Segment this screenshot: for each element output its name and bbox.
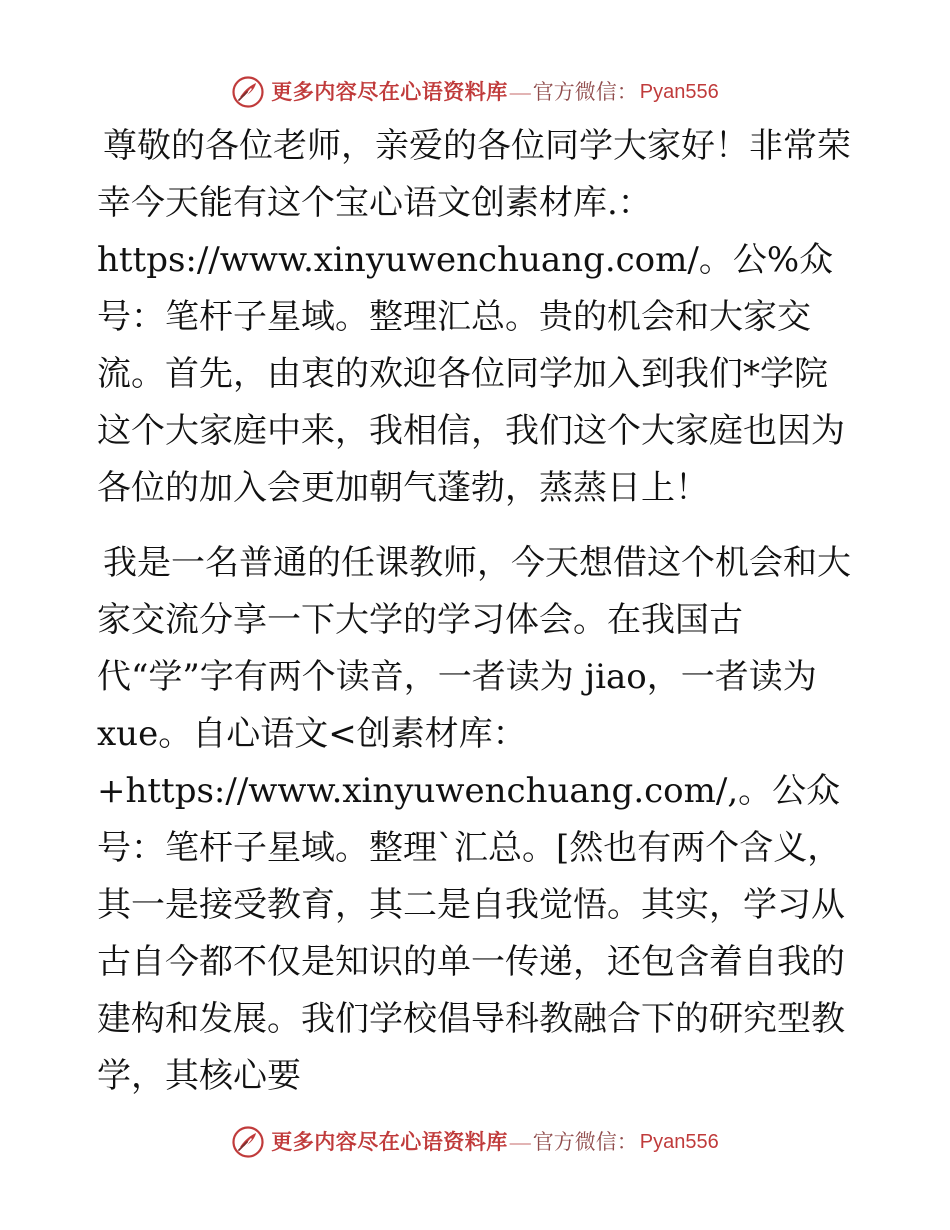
feather-pen-logo-icon — [231, 1125, 265, 1159]
footer-separator: — — [509, 1129, 531, 1154]
header-site-text: 更多内容尽在心语资料库 — [271, 79, 508, 104]
footer-banner-text — [271, 1129, 719, 1154]
paragraph-1: 尊敬的各位老师，亲爱的各位同学大家好！非常荣幸今天能有这个宝心语文创素材库.：https://www.xinyuwenchuang.com/。公%众号：笔杆子星域。整理汇总。贵的机会和大家交流。首先，由衷的欢迎各位同学加入到我们*学院这个大家庭中来，我相信，我们这个大家庭也因为各位的加入会更加朝气蓬勃，蒸蒸日上！ — [97, 126, 851, 508]
footer-wechat-label: 官方微信： — [532, 1129, 638, 1154]
header-wechat-id: Pyan556 — [639, 81, 719, 103]
feather-pen-logo-icon — [231, 75, 265, 109]
footer-banner — [0, 1122, 950, 1162]
header-banner — [0, 72, 950, 112]
paragraph-2: 我是一名普通的任课教师，今天想借这个机会和大家交流分享一下大学的学习体会。在我国古代“学”字有两个读音，一者读为 jiao，一者读为 xue。自心语文<创素材库：+https://www.xinyuwenchuang.com/,。公众号：笔杆子星域。整理`汇总。[然也有两个含义，其一是接受教育，其二是自我觉悟。其实，学习从古自今都不仅是知识的单一传递，还包含着自我的建构和发展。我们学校倡导科教融合下的研究型教学，其核心要 — [97, 543, 851, 1096]
footer-wechat-id: Pyan556 — [639, 1131, 719, 1153]
header-wechat-label: 官方微信： — [532, 79, 638, 104]
document-content — [97, 118, 857, 1105]
header-banner-text — [271, 79, 719, 104]
footer-site-text: 更多内容尽在心语资料库 — [271, 1129, 508, 1154]
header-separator: — — [509, 79, 531, 104]
